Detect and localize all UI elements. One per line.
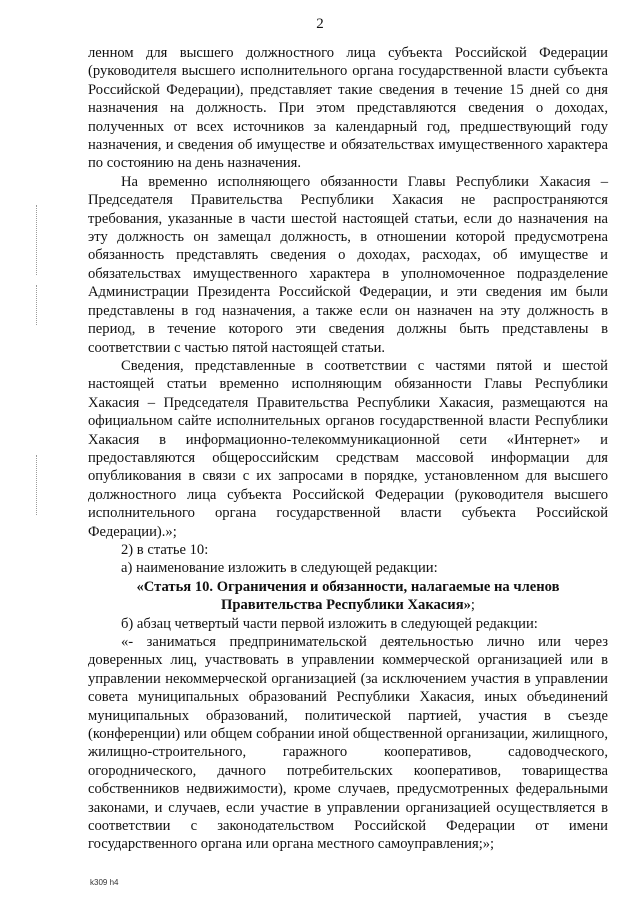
article-heading-line1: «Статья 10. Ограничения и обязанности, налагаемые на членов: [136, 578, 560, 595]
paragraph-continuation: ленном для высшего должностного лица субъекта Российской Федерации (руководителя высшего исполнительного органа государственной власти субъекта Российской Федерации), представляет такие сведения в течение 15 дней со дня назначения на должность. При этом представляются сведения о доходах, полученных от всех источников за календарный год, предшествующий году назначения, и сведения об имуществе и обязательствах имущественного характера по состоянию на день назначения.: [88, 45, 608, 172]
paragraph-subitem-b: б) абзац четвертый части первой изложить в следующей редакции:: [121, 615, 538, 632]
paragraph-publication: Сведения, представленные в соответствии с частями пятой и шестой настоящей статьи временно исполняющим обязанности Главы Республики Хакасия – Председателя Правительства Республики Хакасия, размещаются на официальном сайте исполнительных органов государственной власти Республики Хакасия в информационно-телекоммуникационной сети «Интернет» и предоставляются общероссийским средствам массовой информации для опубликования в связи с их запросами в порядке, установленном для высшего должностного лица субъекта Российской Федерации (руководителя высшего исполнительного органа государственной власти субъекта Российской Федерации).»;: [88, 357, 608, 540]
footer-document-code: k309 h4: [90, 878, 119, 887]
paragraph-new-wording: «- заниматься предпринимательской деятельностью лично или через доверенных лиц, участвовать в управлении коммерческой организацией или в управлении некоммерческой организацией (за исключением участия в управлении совета муниципальных образований Республики Хакасия, иных объединений муниципальных образований, политической партией, участия в съезде (конференции) или общем собрании иной общественной организации, жилищного, жилищно-строительного, гаражного кооперативов, садоводческого, огороднического, дачного потребительских кооперативов, товарищества собственников недвижимости), кроме случаев, предусмотренных федеральными законами, и случаев, если участие в управлении организацией осуществляется в соответствии с законодательством Российской Федерации от имени государственного органа или органа местного самоуправления;»;: [88, 634, 608, 853]
paragraph-article-10-amendment: 2) в статье 10:: [121, 541, 209, 558]
paragraph-subitem-a: а) наименование изложить в следующей редакции:: [121, 560, 438, 577]
article-heading-line2: Правительства Республики Хакасия»: [221, 597, 471, 614]
margin-scan-mark: [36, 205, 38, 275]
article-heading-tail: ;: [470, 597, 475, 614]
page-number: 2: [316, 16, 324, 32]
margin-scan-mark: [36, 285, 38, 325]
document-body: [88, 44, 608, 854]
article-heading: [88, 578, 608, 615]
paragraph-acting-head-exemption: На временно исполняющего обязанности Главы Республики Хакасия – Председателя Правительства Республики Хакасия не распространяются требования, указанные в части шестой настоящей статьи, если до назначения на эту должность он замещал должность, в отношении которой предусмотрена обязанность представлять сведения о доходах, расходах, об имуществе и обязательствах имущественного характера в уполномоченное подразделение Администрации Президента Российской Федерации, и эти сведения им были представлены в год назначения, а также если он назначен на эту должность в период, в течение которого эти сведения должны быть представлены в соответствии с частью пятой настоящей статьи.: [88, 173, 608, 356]
margin-scan-mark: [36, 455, 38, 515]
